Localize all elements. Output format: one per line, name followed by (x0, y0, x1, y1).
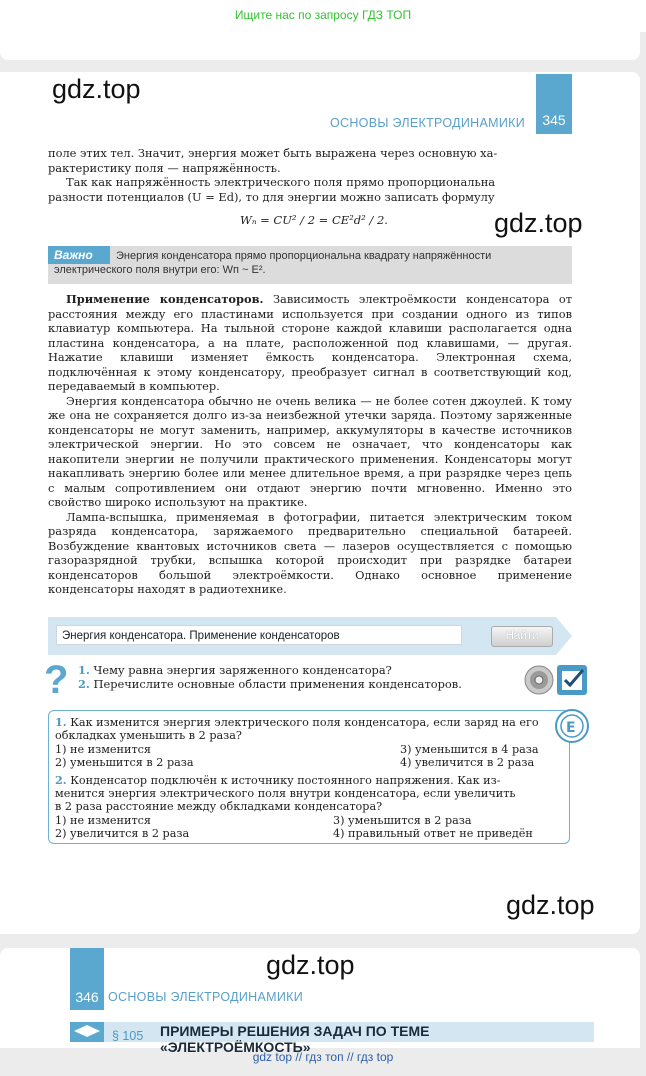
section-paragraph (48, 292, 572, 394)
questions-list (78, 664, 462, 691)
checkbox-icon[interactable] (556, 664, 588, 696)
section-paragraph: Лампа-вспышка, применяемая в фотографии, питается электрическим током разряда конденсатора, заряжаемого предварительно специальной батареей. Возбуждение квантовых источников света — лазеров осуществляется с помощью газоразрядной трубки, вспышка которой происходит при разрядке батареи конденсаторов большой электроёмкости. Однако основное применение конденсаторы находят в радиотехнике. (48, 509, 572, 596)
test-option[interactable]: 3) уменьшится в 2 раза (333, 814, 472, 827)
test-icon[interactable] (554, 708, 590, 744)
watermark: gdz.top (266, 950, 355, 980)
question-text: Чему равна энергия заряженного конденсатора? (93, 663, 392, 677)
test-question-line: менится энергия электрического поля внутри конденсатора, если увеличить (55, 787, 516, 800)
next-page-title: ОСНОВЫ ЭЛЕКТРОДИНАМИКИ (108, 990, 303, 1004)
energy-formula: Wₙ = CU² / 2 = CE²d² / 2. (240, 213, 388, 227)
body-line: разности потенциалов (U = Ed), то для энергии можно записать формулу (48, 189, 495, 204)
svg-text:E: E (566, 720, 576, 736)
test-option[interactable]: 2) уменьшится в 2 раза (55, 756, 194, 769)
body-line: Так как напряжённость электрического поля прямо пропорциональна (66, 175, 496, 189)
body-intro (48, 146, 572, 204)
test-question-line: Как изменится энергия электрического поля конденсатора, если заряд на его (70, 716, 539, 729)
test-question-2 (55, 774, 551, 813)
test-question-text (55, 774, 551, 787)
graduation-cap-icon (70, 1022, 104, 1042)
question-item (78, 678, 462, 692)
body-line: поле этих тел. Значит, энергия может быть выражена через основную ха- (48, 146, 498, 160)
test-question-line: обкладках уменьшить в 2 раза? (55, 729, 242, 742)
footer-links[interactable]: gdz top // гдз топ // гдз top (252, 1050, 394, 1064)
top-banner (0, 0, 646, 32)
section-heading: Применение конденсаторов. (66, 292, 264, 306)
question-mark-icon: ? (44, 658, 69, 702)
page-number: 345 (536, 74, 572, 134)
important-text: Энергия конденсатора прямо пропорциональна квадрату напряжённости электрического поля внутри его: Wп ~ E². (54, 250, 492, 276)
top-banner-link[interactable]: Ищите нас по запросу ГДЗ ТОП (234, 8, 412, 22)
test-option[interactable]: 2) увеличится в 2 раза (55, 827, 190, 840)
next-section-title (160, 1023, 590, 1055)
watermark: gdz.top (506, 890, 595, 920)
search-input[interactable]: Энергия конденсатора. Применение конденсаторов (56, 625, 462, 645)
question-item (78, 664, 462, 678)
question-number: 1. (78, 663, 90, 677)
next-section-title-line: «ЭЛЕКТРОЁМКОСТЬ» (160, 1039, 311, 1055)
test-option[interactable]: 4) увеличится в 2 раза (400, 756, 535, 769)
test-question-number: 1. (55, 715, 67, 729)
test-question-1 (55, 716, 551, 742)
next-section-title-line: ПРИМЕРЫ РЕШЕНИЯ ЗАДАЧ ПО ТЕМЕ (160, 1023, 430, 1039)
previous-page-card (0, 32, 640, 60)
test-option[interactable]: 3) уменьшится в 4 раза (400, 743, 539, 756)
section-paragraph: Энергия конденсатора обычно не очень велика — не более сотен джоулей. К тому же она не сохраняется долго из-за неизбежной утечки заряда. Поэтому заряженные конденсаторы не могут заменить, например, аккумуляторы в качестве источников электрической энергии. Но это совсем не означает, что конденсаторы как накопители энергии не получили практического применения. Конденсаторы могут накапливать энергию более или менее длительное время, а при разрядке через цепь с малым сопротивлением они отдают энергию почти мгновенно. Именно это свойство широко используют на практике. (48, 393, 572, 509)
next-section-number: § 105 (112, 1029, 144, 1043)
body-line: рактеристику поля — напряжённость. (48, 160, 281, 175)
question-number: 2. (78, 676, 90, 691)
watermark: gdz.top (494, 208, 583, 238)
page-header-title: ОСНОВЫ ЭЛЕКТРОДИНАМИКИ (330, 116, 525, 130)
test-option[interactable]: 1) не изменится (55, 814, 151, 827)
test-question-number: 2. (55, 773, 67, 787)
cd-disc-icon[interactable] (524, 665, 554, 695)
test-question-text (55, 716, 551, 729)
test-question-line: в 2 раза расстояние между обкладками конденсатора? (55, 800, 383, 813)
search-button[interactable]: Найти (491, 626, 553, 647)
search-band-arrow (556, 617, 572, 655)
section-paragraph-text: Зависимость электроёмкости конденсатора от расстояния между его пластинами используется при создании одного из типов клавиатур компьютера. На тыльной стороне каждой клавиши располагается одна пластина конденсатора, а на плате, расположенной под клавишами, — другая. Нажатие клавиши изменяет ёмкость конденсатора. Электронная схема, подключённая к этому конденсатору, преобразует сигнал в соответствующий код, передаваемый в компьютер. (48, 292, 573, 393)
test-question-line: Конденсатор подключён к источнику постоянного напряжения. Как из- (70, 774, 501, 787)
watermark: gdz.top (52, 74, 141, 104)
section-text (48, 292, 572, 597)
next-page-number: 346 (70, 948, 104, 1010)
test-option[interactable]: 1) не изменится (55, 743, 151, 756)
test-option[interactable]: 4) правильный ответ не приведён (333, 827, 533, 840)
question-text: Перечислите основные области применения конденсаторов. (93, 676, 462, 691)
important-badge: Важно (48, 246, 110, 264)
